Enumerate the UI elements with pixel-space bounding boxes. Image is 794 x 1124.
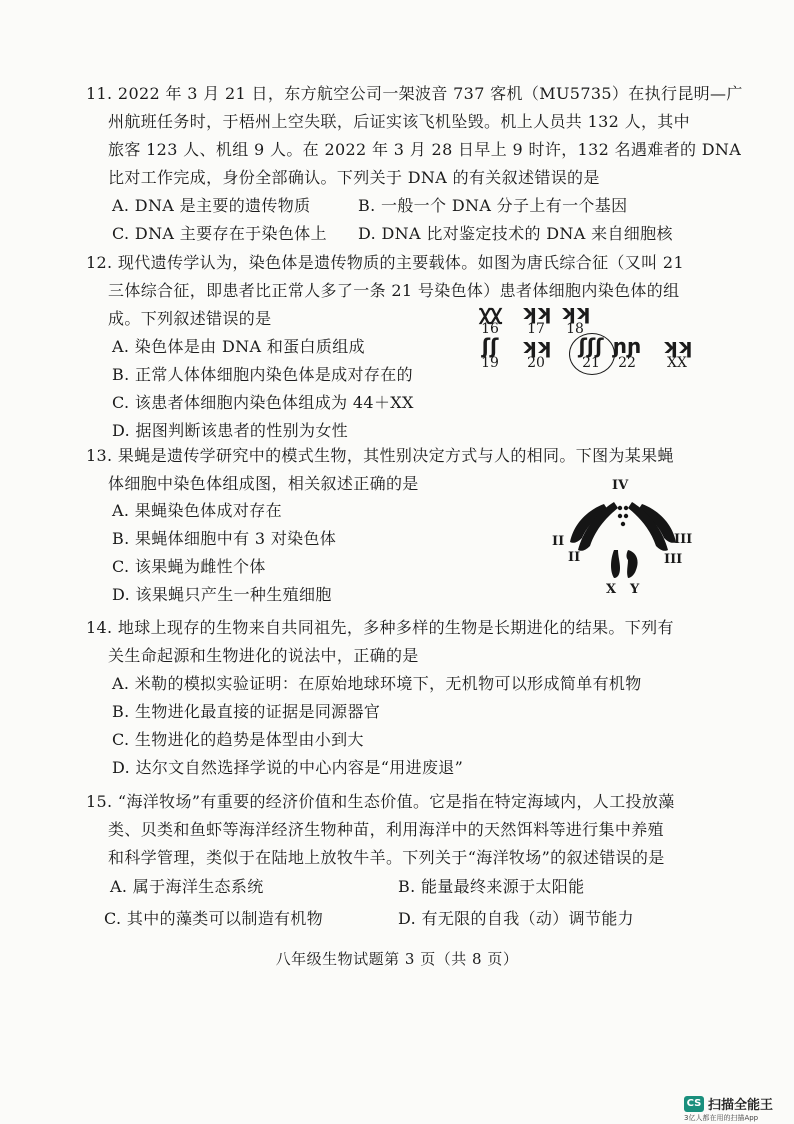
chromosome-17 [518,302,554,336]
q15-option-b: B. 能量最终来源于太阳能 [398,877,585,896]
chromosome-pair-icon: ʞʞ [662,334,692,358]
q15-stem-line-1: 15. “海洋牧场”有重要的经济价值和生态价值。它是指在特定海域内，人工投放藻 [86,792,675,811]
page-footer: 八年级生物试题第 3 页（共 8 页） [275,950,519,968]
chromosome-label: 17 [527,321,545,337]
label-iii-outer: III [674,532,693,547]
q15-stem-line-3: 和科学管理，类似于在陆地上放牧牛羊。下列关于“海洋牧场”的叙述错误的是 [108,848,665,867]
q11-stem-line-2: 州航班任务时，于梧州上空失联，后证实该飞机坠毁。机上人员共 132 人，其中 [108,112,691,131]
chromosome-label: 18 [566,321,584,337]
chromosome-19 [472,336,508,370]
q11-stem-line-3: 旅客 123 人、机组 9 人。在 2022 年 3 月 28 日早上 9 时许，132 名遇难者的 DNA [108,140,742,159]
camscanner-subtitle: 3亿人都在用的扫描App [684,1114,759,1122]
chromosome-pair-icon: ʞʞ [560,300,590,324]
chromosome-label: 16 [481,321,499,337]
q13-option-b: B. 果蝇体细胞中有 3 对染色体 [112,529,337,548]
chromosome-pair-icon: ʞʞ [521,334,551,358]
q11-option-a: A. DNA 是主要的遗传物质 [112,196,311,215]
q11-stem-line-4: 比对工作完成，身份全部确认。下列关于 DNA 的有关叙述错误的是 [108,168,600,187]
q15-option-a: A. 属于海洋生态系统 [110,877,264,896]
q11-option-d: D. DNA 比对鉴定技术的 DNA 来自细胞核 [358,224,673,243]
chromosome-pair-icon: ʃʃ [481,334,499,358]
q14-option-a: A. 米勒的模拟实验证明：在原始地球环境下，无机物可以形成简单有机物 [112,674,642,693]
q15-option-c: C. 其中的藻类可以制造有机物 [104,909,324,928]
q11-option-c: C. DNA 主要存在于染色体上 [112,224,327,243]
label-iii-inner: III [664,552,683,567]
q13-option-c: C. 该果蝇为雌性个体 [112,557,266,576]
camscanner-name: 扫描全能王 [708,1098,774,1113]
chromosome-label: 22 [618,355,636,371]
q12-option-b: B. 正常人体体细胞内染色体是成对存在的 [112,365,413,384]
chromosome-pair-icon: ꭓꭓ [478,300,502,324]
q12-stem-line-2: 三体综合征，即患者比正常人多了一条 21 号染色体）患者体细胞内染色体的组 [108,281,680,300]
q14-option-b: B. 生物进化最直接的证据是同源器官 [112,702,381,721]
q11-option-b: B. 一般一个 DNA 分子上有一个基因 [358,196,628,215]
chromosome-triple-icon: ʃʃʃ [578,334,604,358]
chromosome-xx [659,336,695,370]
camscanner-logo-icon: CS [684,1096,704,1112]
chromosome-label: 21 [582,355,600,371]
chromosome-pair-icon: ɲɲ [612,334,642,358]
chromosome-pair-icon: ʞʞ [521,300,551,324]
chromosome-label: 19 [481,355,499,371]
q12-option-a: A. 染色体是由 DNA 和蛋白质组成 [112,337,365,356]
fruit-fly-chromosome-figure [548,478,698,603]
q13-stem-line-2: 体细胞中染色体组成图，相关叙述正确的是 [108,474,419,493]
q13-option-d: D. 该果蝇只产生一种生殖细胞 [112,585,332,604]
q14-stem-line-1: 14. 地球上现存的生物来自共同祖先，多种多样的生物是长期进化的结果。下列有 [86,618,674,637]
q14-option-d: D. 达尔文自然选择学说的中心内容是“用进废退” [112,758,464,777]
label-iv: IV [612,478,629,493]
q13-option-a: A. 果蝇染色体成对存在 [112,501,282,520]
label-x: X [606,582,617,597]
chromosome-18 [557,302,593,336]
label-ii-outer: II [552,534,565,549]
q11-stem-line-1: 11. 2022 年 3 月 21 日，东方航空公司一架波音 737 客机（MU5735）在执行昆明—广 [86,84,743,103]
chromosome-label: 20 [527,355,545,371]
q12-stem-line-1: 12. 现代遗传学认为，染色体是遗传物质的主要载体。如图为唐氏综合征（又叫 21 [86,253,684,272]
chromosome-label: XX [667,355,687,371]
chromosome-16 [472,302,508,336]
q14-option-c: C. 生物进化的趋势是体型由小到大 [112,730,364,749]
chromosome-20 [518,336,554,370]
label-ii-inner: II [568,550,581,565]
q15-stem-line-2: 类、贝类和鱼虾等海洋经济生物种苗，利用海洋中的天然饵料等进行集中养殖 [108,820,664,839]
q13-stem-line-1: 13. 果蝇是遗传学研究中的模式生物，其性别决定方式与人的相同。下图为某果蝇 [86,446,674,465]
q12-option-c: C. 该患者体细胞内染色体组成为 44＋XX [112,393,414,412]
q12-stem-line-3: 成。下列叙述错误的是 [108,309,272,328]
label-y: Y [630,582,640,597]
q14-stem-line-2: 关生命起源和生物进化的说法中，正确的是 [108,646,419,665]
q15-option-d: D. 有无限的自我（动）调节能力 [398,909,635,928]
q12-option-d: D. 据图判断该患者的性别为女性 [112,421,349,440]
chromosome-22 [609,336,645,370]
